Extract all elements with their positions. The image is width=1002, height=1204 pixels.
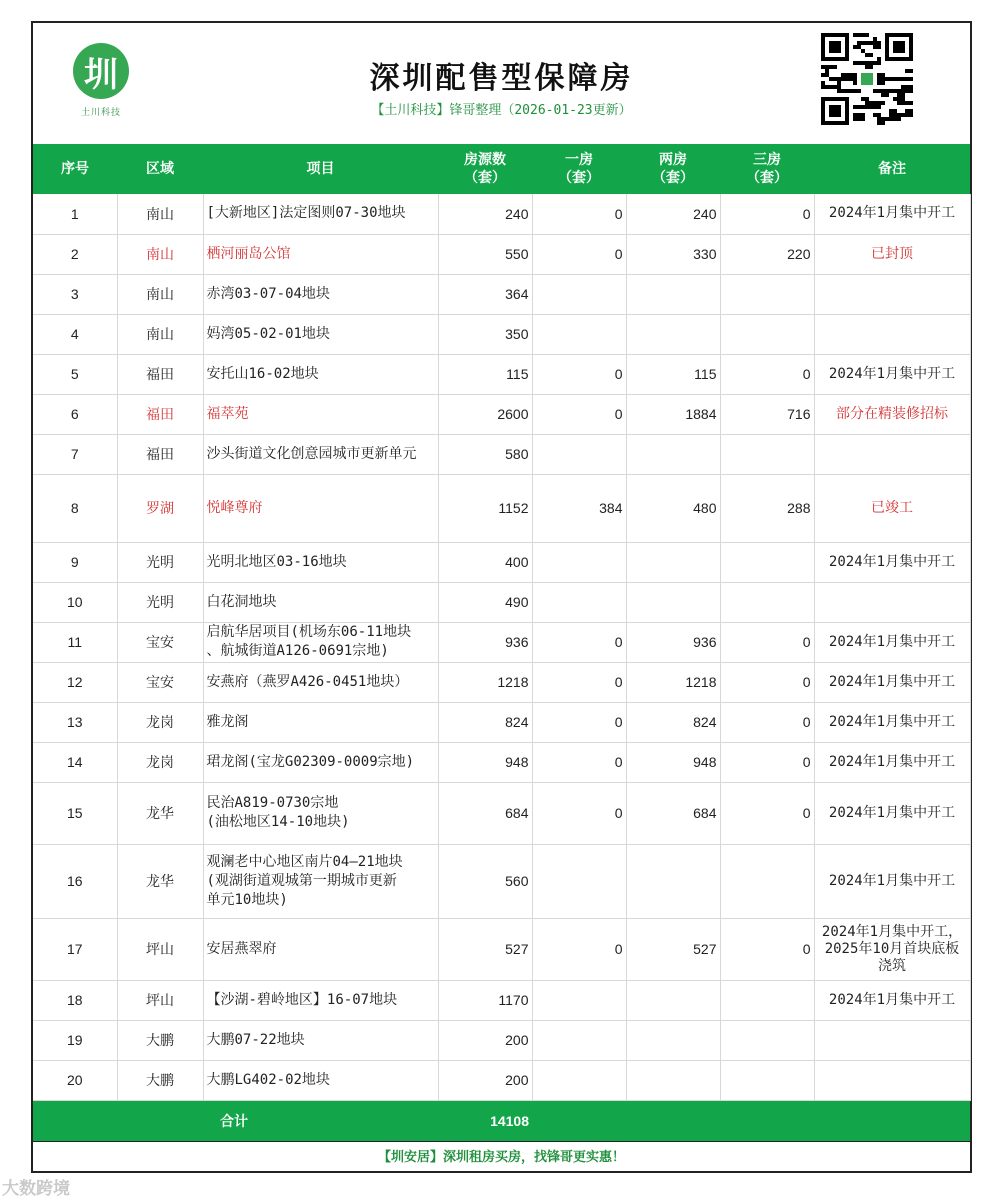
row-total: 1218 bbox=[438, 662, 532, 702]
row-one-bedroom: 0 bbox=[532, 234, 626, 274]
row-three-bedroom: 0 bbox=[720, 742, 814, 782]
row-region: 大鹏 bbox=[117, 1060, 203, 1100]
row-three-bedroom: 220 bbox=[720, 234, 814, 274]
row-three-bedroom bbox=[720, 582, 814, 622]
row-total: 1170 bbox=[438, 980, 532, 1020]
row-index: 8 bbox=[33, 474, 117, 542]
row-three-bedroom: 0 bbox=[720, 194, 814, 234]
row-note: 2024年1月集中开工， 2025年10月首块底板 浇筑 bbox=[814, 918, 970, 980]
row-note bbox=[814, 314, 970, 354]
total-filler bbox=[532, 1100, 970, 1141]
table-header-row bbox=[33, 144, 970, 194]
table-row bbox=[33, 782, 970, 844]
row-region: 龙华 bbox=[117, 782, 203, 844]
row-one-bedroom: 0 bbox=[532, 742, 626, 782]
spreadsheet-sheet bbox=[31, 21, 972, 1173]
row-project: 安居燕翠府 bbox=[203, 918, 438, 980]
row-note bbox=[814, 434, 970, 474]
row-one-bedroom bbox=[532, 1020, 626, 1060]
row-project: 观澜老中心地区南片04—21地块 (观湖街道观城第一期城市更新 单元10地块) bbox=[203, 844, 438, 918]
row-region: 福田 bbox=[117, 394, 203, 434]
table-row bbox=[33, 980, 970, 1020]
row-note bbox=[814, 1020, 970, 1060]
table-row bbox=[33, 394, 970, 434]
row-project: 安燕府（燕罗A426-0451地块） bbox=[203, 662, 438, 702]
row-three-bedroom: 716 bbox=[720, 394, 814, 434]
row-two-bedroom bbox=[626, 1060, 720, 1100]
row-three-bedroom: 0 bbox=[720, 782, 814, 844]
row-total: 527 bbox=[438, 918, 532, 980]
column-header: 区域 bbox=[117, 144, 203, 194]
row-note: 2024年1月集中开工 bbox=[814, 542, 970, 582]
row-total: 400 bbox=[438, 542, 532, 582]
row-region: 宝安 bbox=[117, 662, 203, 702]
logo-badge: 圳 bbox=[73, 43, 129, 99]
row-two-bedroom bbox=[626, 844, 720, 918]
row-region: 坪山 bbox=[117, 918, 203, 980]
row-two-bedroom: 1218 bbox=[626, 662, 720, 702]
row-two-bedroom: 936 bbox=[626, 622, 720, 662]
row-note: 部分在精装修招标 bbox=[814, 394, 970, 434]
row-total: 824 bbox=[438, 702, 532, 742]
page-title: 深圳配售型保障房 bbox=[369, 61, 634, 96]
column-header: 一房 （套） bbox=[532, 144, 626, 194]
row-note bbox=[814, 1060, 970, 1100]
row-one-bedroom bbox=[532, 314, 626, 354]
row-note: 2024年1月集中开工 bbox=[814, 194, 970, 234]
row-note: 2024年1月集中开工 bbox=[814, 622, 970, 662]
row-project: 悦峰尊府 bbox=[203, 474, 438, 542]
column-header: 三房 （套） bbox=[720, 144, 814, 194]
row-total: 1152 bbox=[438, 474, 532, 542]
row-two-bedroom: 684 bbox=[626, 782, 720, 844]
row-three-bedroom: 288 bbox=[720, 474, 814, 542]
row-two-bedroom bbox=[626, 1020, 720, 1060]
row-total: 580 bbox=[438, 434, 532, 474]
row-two-bedroom bbox=[626, 434, 720, 474]
row-index: 7 bbox=[33, 434, 117, 474]
table-row bbox=[33, 702, 970, 742]
row-project: 安托山16-02地块 bbox=[203, 354, 438, 394]
table-row bbox=[33, 194, 970, 234]
row-region: 光明 bbox=[117, 582, 203, 622]
row-total: 684 bbox=[438, 782, 532, 844]
row-region: 龙华 bbox=[117, 844, 203, 918]
row-project: 赤湾03-07-04地块 bbox=[203, 274, 438, 314]
row-region: 龙岗 bbox=[117, 702, 203, 742]
row-total: 560 bbox=[438, 844, 532, 918]
row-two-bedroom bbox=[626, 582, 720, 622]
total-row bbox=[33, 1100, 970, 1141]
row-one-bedroom bbox=[532, 980, 626, 1020]
table-row bbox=[33, 582, 970, 622]
page-subtitle: 【土川科技】锋哥整理（2026-01-23更新） bbox=[371, 103, 632, 118]
row-two-bedroom: 1884 bbox=[626, 394, 720, 434]
column-header: 备注 bbox=[814, 144, 970, 194]
table-row bbox=[33, 234, 970, 274]
row-one-bedroom: 0 bbox=[532, 394, 626, 434]
total-value: 14108 bbox=[438, 1100, 532, 1141]
table-row bbox=[33, 542, 970, 582]
row-index: 13 bbox=[33, 702, 117, 742]
logo-text: 土川科技 bbox=[80, 108, 121, 118]
sheet-header bbox=[33, 23, 970, 144]
row-project: 光明北地区03-16地块 bbox=[203, 542, 438, 582]
row-region: 南山 bbox=[117, 194, 203, 234]
row-note: 2024年1月集中开工 bbox=[814, 662, 970, 702]
row-note bbox=[814, 274, 970, 314]
row-index: 6 bbox=[33, 394, 117, 434]
row-three-bedroom bbox=[720, 314, 814, 354]
row-total: 2600 bbox=[438, 394, 532, 434]
row-one-bedroom bbox=[532, 274, 626, 314]
table-row bbox=[33, 844, 970, 918]
row-index: 16 bbox=[33, 844, 117, 918]
row-two-bedroom: 480 bbox=[626, 474, 720, 542]
row-index: 3 bbox=[33, 274, 117, 314]
row-three-bedroom: 0 bbox=[720, 918, 814, 980]
row-project: 白花洞地块 bbox=[203, 582, 438, 622]
row-three-bedroom bbox=[720, 980, 814, 1020]
row-region: 龙岗 bbox=[117, 742, 203, 782]
row-project: 福萃苑 bbox=[203, 394, 438, 434]
row-note bbox=[814, 582, 970, 622]
row-project: [大新地区]法定图则07-30地块 bbox=[203, 194, 438, 234]
row-three-bedroom bbox=[720, 844, 814, 918]
row-region: 南山 bbox=[117, 314, 203, 354]
row-total: 550 bbox=[438, 234, 532, 274]
table-row bbox=[33, 354, 970, 394]
row-total: 115 bbox=[438, 354, 532, 394]
row-region: 罗湖 bbox=[117, 474, 203, 542]
column-header: 项目 bbox=[203, 144, 438, 194]
row-note: 2024年1月集中开工 bbox=[814, 980, 970, 1020]
table-row bbox=[33, 434, 970, 474]
row-two-bedroom: 527 bbox=[626, 918, 720, 980]
row-region: 福田 bbox=[117, 354, 203, 394]
row-three-bedroom: 0 bbox=[720, 662, 814, 702]
total-label: 合计 bbox=[33, 1100, 438, 1141]
row-note: 2024年1月集中开工 bbox=[814, 354, 970, 394]
row-index: 14 bbox=[33, 742, 117, 782]
table-row bbox=[33, 742, 970, 782]
row-one-bedroom: 384 bbox=[532, 474, 626, 542]
table-row bbox=[33, 1020, 970, 1060]
table-row bbox=[33, 1060, 970, 1100]
row-total: 200 bbox=[438, 1020, 532, 1060]
row-total: 948 bbox=[438, 742, 532, 782]
row-two-bedroom: 115 bbox=[626, 354, 720, 394]
row-index: 4 bbox=[33, 314, 117, 354]
qr-code-icon bbox=[821, 33, 913, 125]
row-index: 11 bbox=[33, 622, 117, 662]
row-region: 宝安 bbox=[117, 622, 203, 662]
column-header: 两房 （套） bbox=[626, 144, 720, 194]
row-total: 364 bbox=[438, 274, 532, 314]
row-two-bedroom bbox=[626, 542, 720, 582]
row-note: 2024年1月集中开工 bbox=[814, 782, 970, 844]
row-one-bedroom bbox=[532, 434, 626, 474]
watermark: 大数跨境 bbox=[2, 1179, 70, 1199]
row-project: 雅龙阁 bbox=[203, 702, 438, 742]
column-header: 序号 bbox=[33, 144, 117, 194]
row-two-bedroom: 948 bbox=[626, 742, 720, 782]
table-row bbox=[33, 274, 970, 314]
row-total: 936 bbox=[438, 622, 532, 662]
row-one-bedroom: 0 bbox=[532, 354, 626, 394]
row-index: 1 bbox=[33, 194, 117, 234]
row-total: 490 bbox=[438, 582, 532, 622]
row-index: 18 bbox=[33, 980, 117, 1020]
row-region: 大鹏 bbox=[117, 1020, 203, 1060]
row-total: 350 bbox=[438, 314, 532, 354]
row-three-bedroom bbox=[720, 1020, 814, 1060]
row-index: 17 bbox=[33, 918, 117, 980]
row-three-bedroom bbox=[720, 434, 814, 474]
row-one-bedroom bbox=[532, 582, 626, 622]
row-project: 民治A819-0730宗地 (油松地区14-10地块) bbox=[203, 782, 438, 844]
row-index: 5 bbox=[33, 354, 117, 394]
column-header: 房源数 （套） bbox=[438, 144, 532, 194]
row-index: 19 bbox=[33, 1020, 117, 1060]
row-two-bedroom bbox=[626, 980, 720, 1020]
row-total: 240 bbox=[438, 194, 532, 234]
row-two-bedroom: 824 bbox=[626, 702, 720, 742]
row-one-bedroom: 0 bbox=[532, 702, 626, 742]
row-region: 南山 bbox=[117, 234, 203, 274]
row-project: 大鹏07-22地块 bbox=[203, 1020, 438, 1060]
row-index: 9 bbox=[33, 542, 117, 582]
housing-table bbox=[33, 144, 971, 1141]
row-three-bedroom bbox=[720, 274, 814, 314]
row-project: 启航华居项目(机场东06-11地块 、航城街道A126-0691宗地) bbox=[203, 622, 438, 662]
table-row bbox=[33, 314, 970, 354]
row-project: 【沙湖-碧岭地区】16-07地块 bbox=[203, 980, 438, 1020]
row-index: 10 bbox=[33, 582, 117, 622]
row-one-bedroom bbox=[532, 1060, 626, 1100]
row-region: 光明 bbox=[117, 542, 203, 582]
table-row bbox=[33, 622, 970, 662]
row-two-bedroom bbox=[626, 314, 720, 354]
row-project: 妈湾05-02-01地块 bbox=[203, 314, 438, 354]
row-three-bedroom bbox=[720, 1060, 814, 1100]
row-index: 12 bbox=[33, 662, 117, 702]
row-one-bedroom: 0 bbox=[532, 662, 626, 702]
row-region: 福田 bbox=[117, 434, 203, 474]
row-project: 珺龙阁(宝龙G02309-0009宗地) bbox=[203, 742, 438, 782]
row-note: 2024年1月集中开工 bbox=[814, 742, 970, 782]
row-region: 坪山 bbox=[117, 980, 203, 1020]
table-row bbox=[33, 918, 970, 980]
table-body bbox=[33, 194, 970, 1100]
row-one-bedroom bbox=[532, 542, 626, 582]
row-index: 15 bbox=[33, 782, 117, 844]
row-three-bedroom bbox=[720, 542, 814, 582]
row-two-bedroom bbox=[626, 274, 720, 314]
row-three-bedroom: 0 bbox=[720, 622, 814, 662]
table-row bbox=[33, 662, 970, 702]
row-project: 沙头街道文化创意园城市更新单元 bbox=[203, 434, 438, 474]
row-one-bedroom: 0 bbox=[532, 622, 626, 662]
row-one-bedroom: 0 bbox=[532, 782, 626, 844]
row-project: 大鹏LG402-02地块 bbox=[203, 1060, 438, 1100]
row-three-bedroom: 0 bbox=[720, 702, 814, 742]
row-index: 2 bbox=[33, 234, 117, 274]
row-index: 20 bbox=[33, 1060, 117, 1100]
row-project: 栖河丽岛公馆 bbox=[203, 234, 438, 274]
table-row bbox=[33, 474, 970, 542]
row-note: 已竣工 bbox=[814, 474, 970, 542]
row-one-bedroom: 0 bbox=[532, 194, 626, 234]
row-note: 2024年1月集中开工 bbox=[814, 844, 970, 918]
footer-slogan: 【圳安居】深圳租房买房，找锋哥更实惠！ bbox=[33, 1141, 970, 1174]
row-note: 2024年1月集中开工 bbox=[814, 702, 970, 742]
row-three-bedroom: 0 bbox=[720, 354, 814, 394]
row-one-bedroom bbox=[532, 844, 626, 918]
row-region: 南山 bbox=[117, 274, 203, 314]
row-two-bedroom: 240 bbox=[626, 194, 720, 234]
row-one-bedroom: 0 bbox=[532, 918, 626, 980]
row-note: 已封顶 bbox=[814, 234, 970, 274]
row-total: 200 bbox=[438, 1060, 532, 1100]
row-two-bedroom: 330 bbox=[626, 234, 720, 274]
